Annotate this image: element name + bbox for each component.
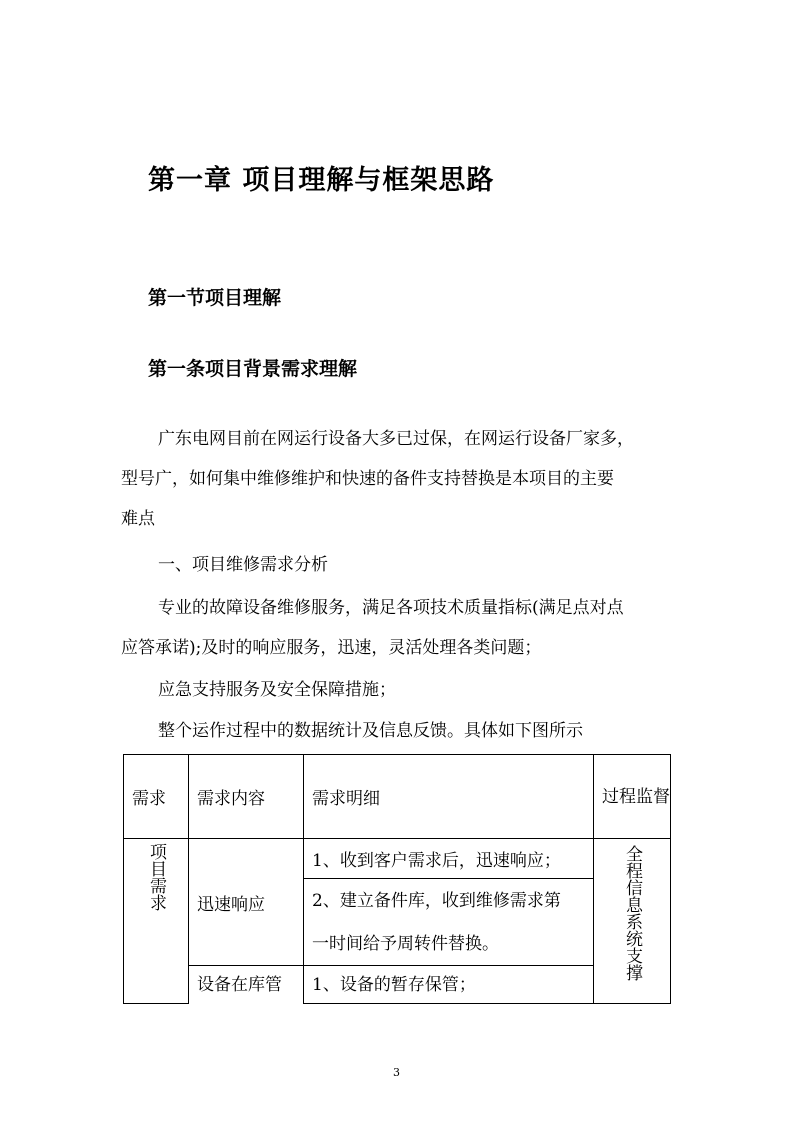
table-row	[124, 966, 671, 1004]
section-title: 第一节项目理解	[148, 287, 282, 309]
page-number: 3	[393, 1066, 400, 1079]
row-content-cell: 迅速响应	[189, 839, 304, 966]
paragraph-maintenance-line-2: 应答承诺);及时的响应服务，迅速，灵活处理各类问题；	[121, 638, 542, 658]
table-header-row	[124, 755, 671, 839]
article-title: 第一条项目背景需求理解	[148, 358, 358, 380]
chapter-title: 第一章 项目理解与框架思路	[148, 165, 495, 196]
row-detail-cell: 1、设备的暂存保管；	[304, 966, 594, 1004]
requirements-table	[123, 754, 671, 1004]
intro-line-2: 型号广，如何集中维修维护和快速的备件支持替换是本项目的主要	[121, 469, 614, 489]
intro-line-3: 难点	[121, 509, 155, 529]
paragraph-statistics	[121, 711, 681, 751]
paragraph-statistics-text: 整个运作过程中的数据统计及信息反馈。具体如下图所示	[158, 721, 583, 741]
row-detail-cell: 2、建立备件库，收到维修需求第	[304, 879, 594, 919]
paragraph-maintenance	[121, 588, 681, 668]
row-detail-cell: 1、收到客户需求后，迅速响应；	[304, 839, 594, 879]
header-cell-supervision: 过程监督	[594, 755, 671, 839]
intro-line-1: 广东电网目前在网运行设备大多已过保，在网运行设备厂家多，	[158, 429, 634, 449]
supervision-cell-text: 全程信息系统支撑	[622, 845, 642, 981]
paragraph-maintenance-line-1: 专业的故障设备维修服务，满足各项技术质量指标(满足点对点	[158, 598, 624, 618]
analysis-heading	[121, 545, 681, 585]
paragraph-emergency	[121, 670, 681, 710]
header-cell-requirement: 需求	[124, 755, 189, 839]
supervision-cell	[594, 839, 671, 1004]
group-cell-text: 项目需求	[146, 843, 166, 911]
row-detail-cell: 一时间给予周转件替换。	[304, 919, 594, 966]
paragraph-emergency-text: 应急支持服务及安全保障措施；	[158, 680, 396, 700]
header-cell-content: 需求内容	[189, 755, 304, 839]
table-row	[124, 839, 671, 879]
row-content-cell: 设备在库管	[189, 966, 304, 1004]
intro-paragraph	[121, 419, 681, 539]
group-cell	[124, 839, 189, 1004]
header-cell-detail: 需求明细	[304, 755, 594, 839]
analysis-heading-text: 一、项目维修需求分析	[158, 555, 328, 575]
